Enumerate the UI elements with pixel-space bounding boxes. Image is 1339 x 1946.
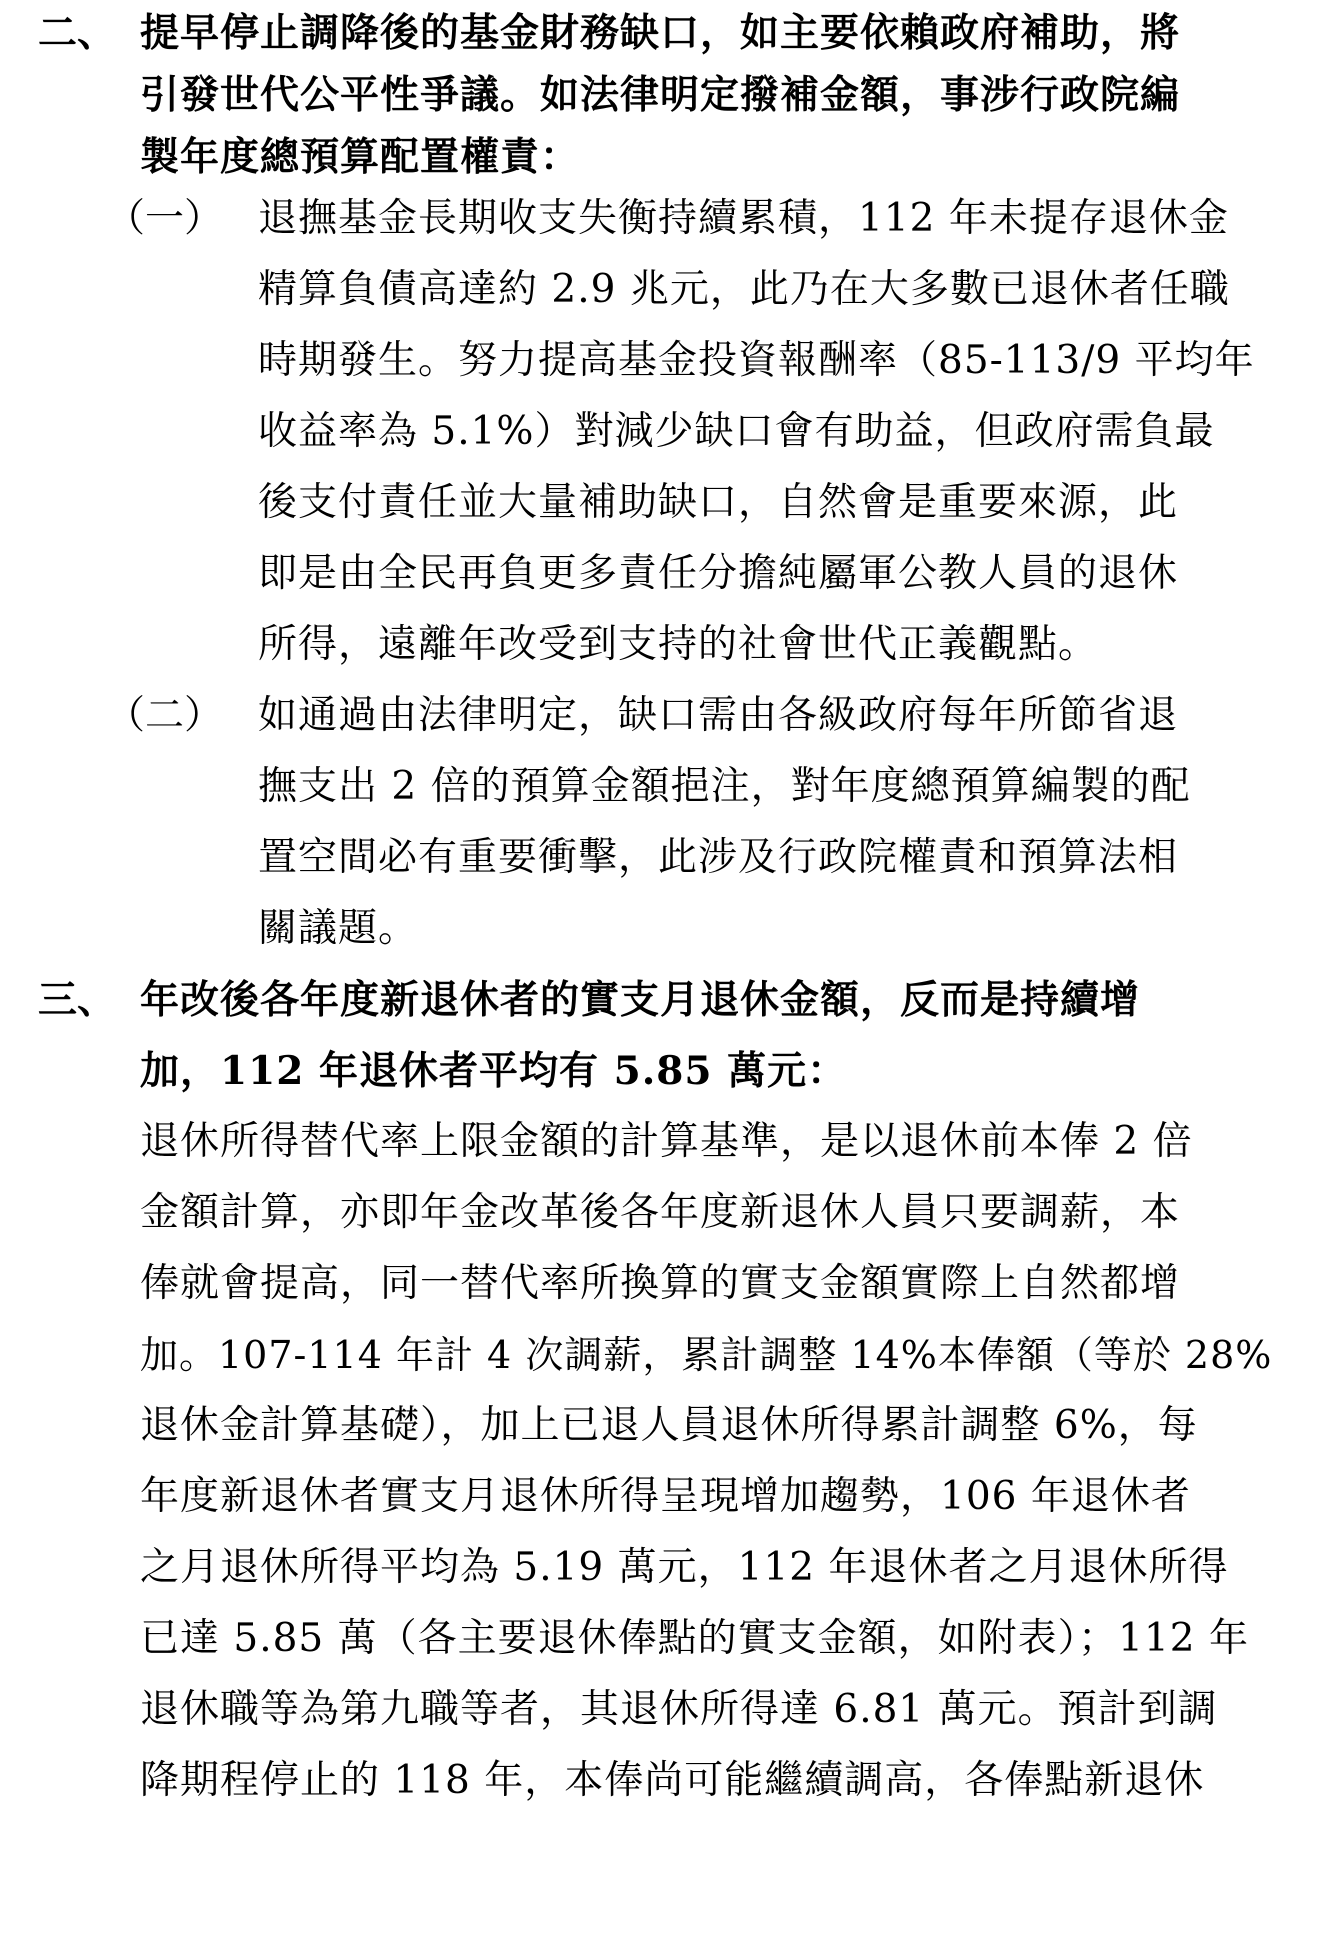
item-1-line-5: 後支付責任並大量補助缺口，自然會是重要來源，此 — [258, 480, 1179, 525]
item-2-line-4: 關議題。 — [258, 906, 419, 951]
section-3-body-line-3: 俸就會提高，同一替代率所換算的實支金額實際上自然都增 — [140, 1261, 1181, 1306]
section-3-body-line-9: 退休職等為第九職等者，其退休所得達 6.81 萬元。預計到調 — [140, 1687, 1218, 1732]
item-2-line-2: 撫支出 2 倍的預算金額挹注，對年度總預算編製的配 — [258, 764, 1191, 809]
item-2-line-1: 如通過由法律明定，缺口需由各級政府每年所節省退 — [258, 693, 1179, 738]
section-3-heading-line-2: 加，112 年退休者平均有 5.85 萬元： — [140, 1048, 848, 1094]
section-3-body-line-5: 退休金計算基礎），加上已退人員退休所得累計調整 6%，每 — [140, 1403, 1198, 1448]
item-2-line-3: 置空間必有重要衝擊，此涉及行政院權責和預算法相 — [258, 835, 1179, 880]
item-1-line-2: 精算負債高達約 2.9 兆元，此乃在大多數已退休者任職 — [258, 267, 1230, 312]
item-1-line-6: 即是由全民再負更多責任分擔純屬軍公教人員的退休 — [258, 551, 1179, 596]
section-2-heading-line-1: 提早停止調降後的基金財務缺口，如主要依賴政府補助，將 — [140, 10, 1181, 56]
section-3-body-line-6: 年度新退休者實支月退休所得呈現增加趨勢，106 年退休者 — [140, 1474, 1191, 1519]
section-3-body-line-10: 降期程停止的 118 年，本俸尚可能繼續調高，各俸點新退休 — [140, 1758, 1205, 1803]
section-3-body-line-7: 之月退休所得平均為 5.19 萬元，112 年退休者之月退休所得 — [140, 1545, 1229, 1590]
section-3-body-line-1: 退休所得替代率上限金額的計算基準，是以退休前本俸 2 倍 — [140, 1119, 1193, 1164]
section-3-heading-line-1: 年改後各年度新退休者的實支月退休金額，反而是持續增 — [140, 977, 1141, 1023]
item-1-line-4: 收益率為 5.1%）對減少缺口會有助益，但政府需負最 — [258, 409, 1215, 454]
section-3-body-line-4: 加。107-114 年計 4 次調薪，累計調整 14%本俸額（等於 28% — [140, 1333, 1273, 1377]
item-1-line-3: 時期發生。努力提高基金投資報酬率（85-113/9 平均年 — [258, 338, 1255, 383]
section-3-marker: 三、 — [38, 977, 117, 1023]
item-1-line-7: 所得，遠離年改受到支持的社會世代正義觀點。 — [258, 622, 1099, 667]
section-2-heading-line-2: 引發世代公平性爭議。如法律明定撥補金額，事涉行政院編 — [140, 72, 1181, 118]
item-1-marker: （一） — [106, 196, 224, 241]
item-2-marker: （二） — [106, 693, 224, 738]
section-3-body-line-8: 已達 5.85 萬（各主要退休俸點的實支金額，如附表）；112 年 — [140, 1616, 1249, 1661]
section-2-heading-line-3: 製年度總預算配置權責： — [140, 134, 581, 180]
section-2-marker: 二、 — [38, 10, 117, 56]
section-3-body-line-2: 金額計算，亦即年金改革後各年度新退休人員只要調薪，本 — [140, 1190, 1181, 1235]
item-1-line-1: 退撫基金長期收支失衡持續累積，112 年未提存退休金 — [258, 196, 1229, 241]
